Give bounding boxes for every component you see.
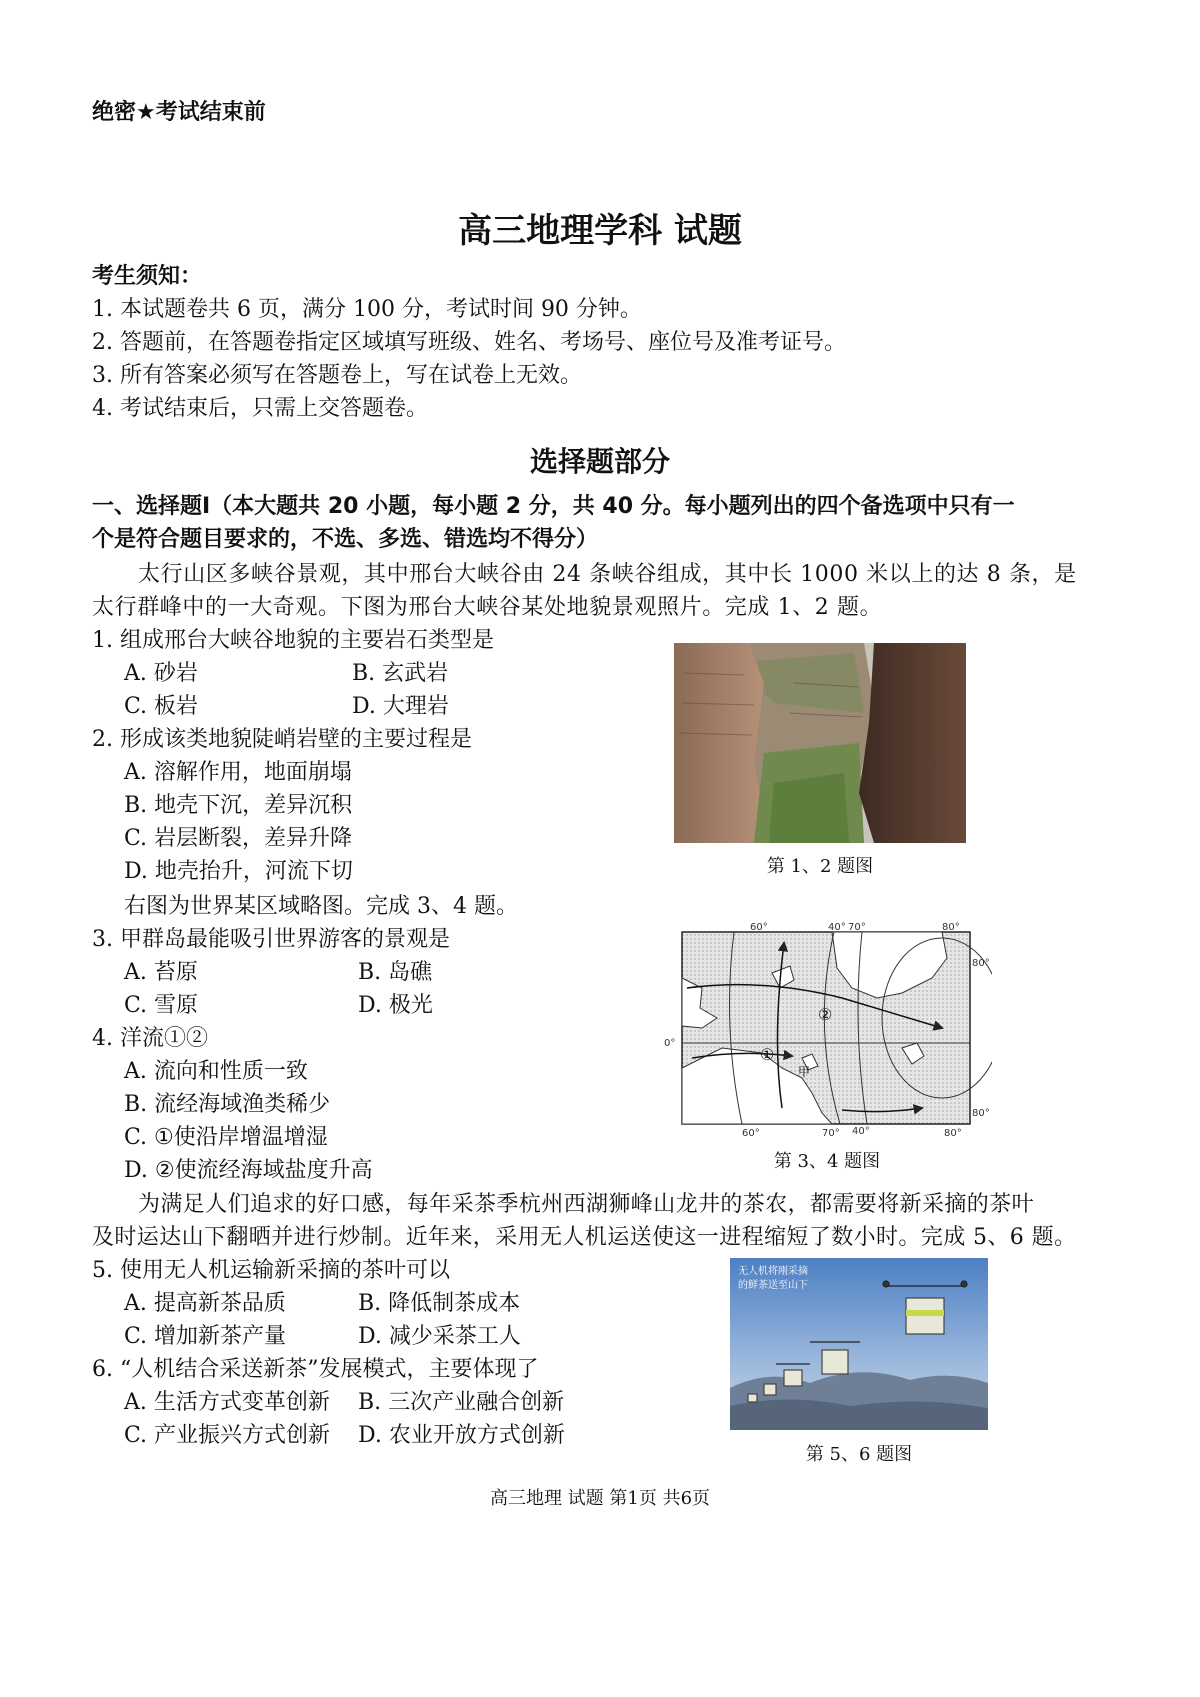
- option: D. 农业开放方式创新: [358, 1423, 565, 1448]
- option: C. 雪原: [124, 993, 199, 1018]
- passage-text: 太行山区多峡谷景观，其中邢台大峡谷由 24 条峡谷组成，其中长 1000 米以上的达 8 条，是: [138, 562, 1077, 587]
- option: A. 提高新茶品质: [124, 1291, 286, 1316]
- drone-caption-text: 的鲜茶送至山下: [738, 1280, 808, 1291]
- option: D. 减少采茶工人: [358, 1324, 521, 1349]
- option: C. 岩层断裂，差异升降: [124, 826, 353, 851]
- section-instruction: 一、选择题Ⅰ（本大题共 20 小题，每小题 2 分，共 40 分。每小题列出的四个备选项中只有一: [92, 494, 1015, 519]
- map-tick: 80°: [942, 922, 960, 933]
- question-stem: 2. 形成该类地貌陡峭岩壁的主要过程是: [92, 727, 472, 752]
- notice-item: 3. 所有答案必须写在答题卷上，写在试卷上无效。: [92, 363, 582, 388]
- question-stem: 5. 使用无人机运输新采摘的茶叶可以: [92, 1258, 450, 1283]
- option: B. 岛礁: [358, 960, 433, 985]
- figure-caption: 第 3、4 题图: [773, 1151, 881, 1172]
- passage-text: 太行群峰中的一大奇观。下图为邢台大峡谷某处地貌景观照片。完成 1、2 题。: [92, 595, 883, 620]
- option: A. 砂岩: [124, 661, 198, 686]
- map-tick: 40°: [852, 1126, 870, 1137]
- option: C. ①使沿岸增温增湿: [124, 1125, 328, 1150]
- map-tick: 70°: [848, 922, 866, 933]
- notice-item: 4. 考试结束后，只需上交答题卷。: [92, 396, 428, 421]
- option: C. 产业振兴方式创新: [124, 1423, 331, 1448]
- figure-caption: 第 1、2 题图: [766, 856, 874, 877]
- canyon-photo-drawing: [674, 643, 966, 843]
- passage-text: 为满足人们追求的好口感，每年采茶季杭州西湖狮峰山龙井的茶农，都需要将新采摘的茶叶: [138, 1192, 1035, 1217]
- passage-text: 右图为世界某区域略图。完成 3、4 题。: [124, 894, 518, 919]
- map-tick: 80°: [972, 1108, 990, 1119]
- option: B. 流经海域渔类稀少: [124, 1092, 331, 1117]
- page-footer: 高三地理 试题 第1页 共6页: [489, 1488, 711, 1509]
- archipelago-label: 甲: [798, 1065, 811, 1079]
- option: D. 地壳抬升，河流下切: [124, 859, 353, 884]
- option: A. 苔原: [124, 960, 198, 985]
- map-tick: 70°: [822, 1128, 840, 1139]
- map-tick: 0°: [664, 1038, 676, 1049]
- map-tick: 80°: [944, 1128, 962, 1139]
- map-tick: 60°: [742, 1128, 760, 1139]
- option: B. 三次产业融合创新: [358, 1390, 565, 1415]
- drone-photo-drawing: [730, 1258, 988, 1430]
- question-stem: 6. “人机结合采送新茶”发展模式，主要体现了: [92, 1357, 539, 1382]
- drone-photo: [730, 1258, 988, 1430]
- option: C. 增加新茶产量: [124, 1324, 287, 1349]
- option: A. 生活方式变革创新: [124, 1390, 330, 1415]
- section-instruction: 个是符合题目要求的，不选、多选、错选均不得分）: [92, 527, 599, 552]
- question-stem: 4. 洋流①②: [92, 1026, 208, 1051]
- option: B. 玄武岩: [352, 661, 449, 686]
- figure-caption: 第 5、6 题图: [805, 1444, 913, 1465]
- option: D. 极光: [358, 993, 433, 1018]
- region-map-drawing: [662, 918, 992, 1140]
- question-stem: 1. 组成邢台大峡谷地貌的主要岩石类型是: [92, 628, 494, 653]
- canyon-photo: [674, 643, 966, 843]
- passage-text: 及时运达山下翻晒并进行炒制。近年来，采用无人机运送使这一进程缩短了数小时。完成 5、6 题。: [92, 1225, 1077, 1250]
- option: D. ②使流经海域盐度升高: [124, 1158, 373, 1183]
- section-title: 选择题部分: [529, 445, 670, 478]
- current-label: ②: [818, 1005, 833, 1024]
- confidential-label: 绝密★考试结束前: [92, 100, 266, 125]
- current-label: ①: [760, 1045, 775, 1064]
- notice-item: 1. 本试题卷共 6 页，满分 100 分，考试时间 90 分钟。: [92, 297, 642, 322]
- option: B. 地壳下沉，差异沉积: [124, 793, 353, 818]
- region-map: [662, 918, 992, 1140]
- option: B. 降低制茶成本: [358, 1291, 521, 1316]
- option: C. 板岩: [124, 694, 199, 719]
- option: A. 流向和性质一致: [124, 1059, 308, 1084]
- page-title: 高三地理学科 试题: [458, 211, 742, 251]
- map-tick: 80°: [972, 958, 990, 969]
- map-tick: 40°: [828, 922, 846, 933]
- option: D. 大理岩: [352, 694, 449, 719]
- notice-item: 2. 答题前，在答题卷指定区域填写班级、姓名、考场号、座位号及准考证号。: [92, 330, 846, 355]
- option: A. 溶解作用，地面崩塌: [124, 760, 352, 785]
- drone-caption-text: 无人机将刚采摘: [738, 1266, 808, 1277]
- question-stem: 3. 甲群岛最能吸引世界游客的景观是: [92, 927, 450, 952]
- map-tick: 60°: [750, 922, 768, 933]
- notice-heading: 考生须知：: [92, 264, 203, 289]
